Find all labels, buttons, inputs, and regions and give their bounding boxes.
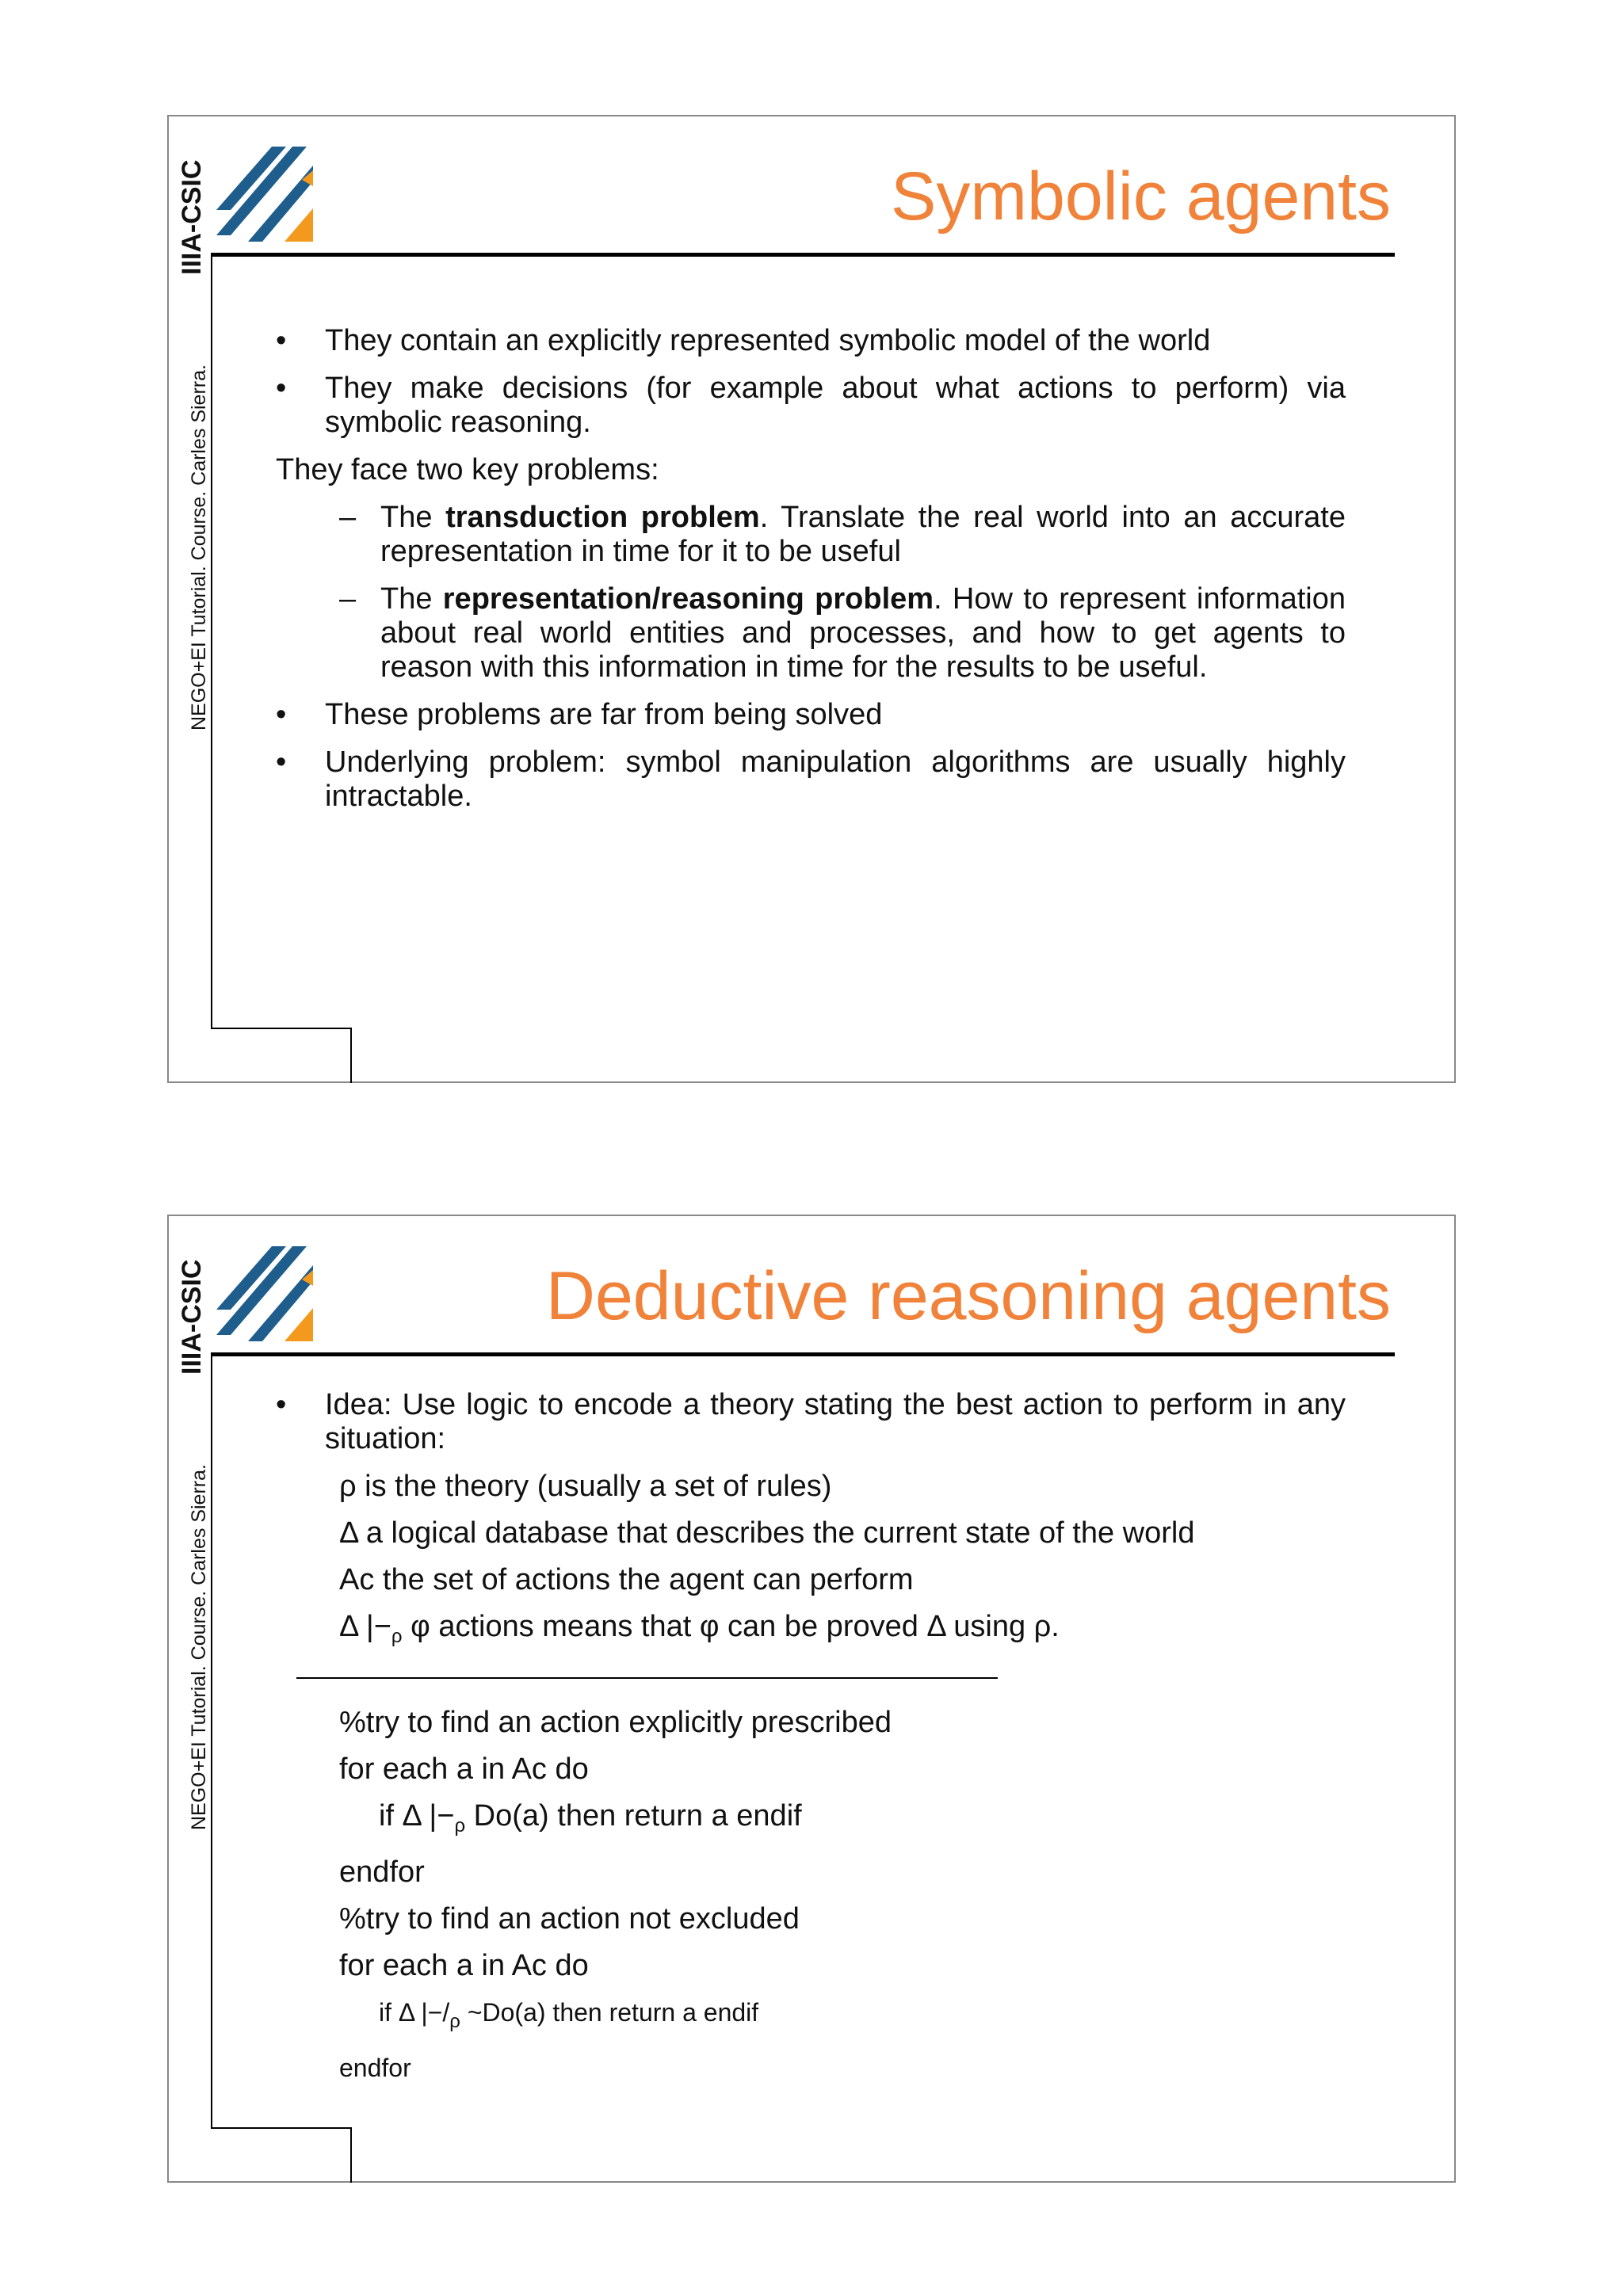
sub-text: . How to represent information about real world entities and processes, and how to get agents to reason with this information in time for the results to be useful.: [380, 582, 1346, 684]
sidebar-org: IIIA-CSIC: [177, 1259, 207, 1375]
bullet-marker: •: [276, 1388, 287, 1421]
bullet-marker: •: [276, 372, 287, 405]
formula-text: φ actions means that φ can be proved Δ using ρ.: [402, 1610, 1060, 1643]
code-line: [276, 1799, 1346, 1843]
code-line: endfor: [339, 2054, 411, 2082]
bullet-text: They contain an explicitly represented symbolic model of the world: [325, 324, 1211, 357]
sidebar-org: IIIA-CSIC: [177, 159, 207, 275]
sidebar-credit: NEGO+EI Tutorial. Course. Carles Sierra.: [188, 364, 210, 730]
code-line: %try to find an action not excluded: [339, 1902, 800, 1936]
frame-line: [211, 1356, 212, 2129]
separator-line: [296, 1677, 998, 1679]
sub-text: The: [380, 501, 446, 534]
bullet-text: Idea: Use logic to encode a theory stating the best action to perform in any situation:: [325, 1388, 1346, 1455]
frame-line: [211, 257, 212, 1029]
code-text: Do(a) then return a endif: [465, 1799, 802, 1833]
slide-body: [276, 1388, 1346, 2098]
slide-title: Deductive reasoning agents: [545, 1258, 1391, 1334]
formula-subscript: ρ: [449, 2011, 460, 2032]
bullet-item: [276, 1388, 1346, 1456]
bullet-text: Underlying problem: symbol manipulation algorithms are usually highly intractable.: [325, 746, 1346, 813]
dash-marker: –: [339, 582, 357, 616]
code-line: endfor: [339, 1855, 425, 1889]
code-text: if Δ |−: [379, 1799, 455, 1833]
dash-marker: –: [339, 501, 357, 534]
definition-line: ρ is the theory (usually a set of rules): [339, 1470, 832, 1503]
sub-term: representation/reasoning problem: [442, 582, 934, 616]
bullet-marker: •: [276, 324, 287, 357]
bullet-item: [276, 372, 1346, 440]
bullet-item: [276, 746, 1346, 814]
frame-line: [350, 2127, 352, 2183]
bullet-marker: •: [276, 746, 287, 779]
code-text: if Δ |−/: [379, 1998, 450, 2027]
bullet-item: [276, 698, 1346, 732]
definition-line: Ac the set of actions the agent can perform: [339, 1563, 914, 1596]
code-line: for each a in Ac do: [339, 1753, 589, 1786]
bullet-text: These problems are far from being solved: [325, 698, 883, 731]
sub-text: The: [380, 582, 443, 616]
code-text: ~Do(a) then return a endif: [460, 1998, 759, 2027]
code-line: [276, 1996, 1346, 2039]
slide-deductive-reasoning-agents: [167, 1215, 1456, 2183]
intro-text: They face two key problems:: [276, 453, 659, 486]
sub-text: . Translate the real world into an accurate representation in time for it to be useful: [380, 501, 1346, 568]
code-line: %try to find an action explicitly prescribed: [339, 1706, 892, 1739]
slide-title: Symbolic agents: [891, 158, 1391, 235]
formula-subscript: ρ: [454, 1815, 466, 1836]
bullet-item: [276, 324, 1346, 358]
bullet-text: They make decisions (for example about what actions to perform) via symbolic reasoning.: [325, 372, 1346, 439]
definition-line: Δ a logical database that describes the current state of the world: [339, 1516, 1195, 1550]
slide-symbolic-agents: [167, 115, 1456, 1083]
bullet-marker: •: [276, 698, 287, 731]
formula-subscript: ρ: [391, 1626, 403, 1647]
iiia-logo-icon: [216, 147, 313, 242]
code-line: for each a in Ac do: [339, 1949, 589, 1982]
formula-text: Δ |−: [339, 1610, 391, 1643]
iiia-logo-icon: [216, 1246, 313, 1341]
frame-line: [211, 1028, 352, 1029]
sidebar-credit: NEGO+EI Tutorial. Course. Carles Sierra.: [188, 1464, 210, 1830]
sub-item: [276, 582, 1346, 685]
definition-line: [276, 1610, 1346, 1653]
title-rule: [211, 253, 1395, 257]
frame-line: [350, 1028, 352, 1083]
title-rule: [211, 1352, 1395, 1356]
sub-item: [276, 501, 1346, 569]
sub-term: transduction problem: [445, 501, 760, 534]
slide-body: [276, 324, 1346, 827]
frame-line: [211, 2127, 352, 2129]
